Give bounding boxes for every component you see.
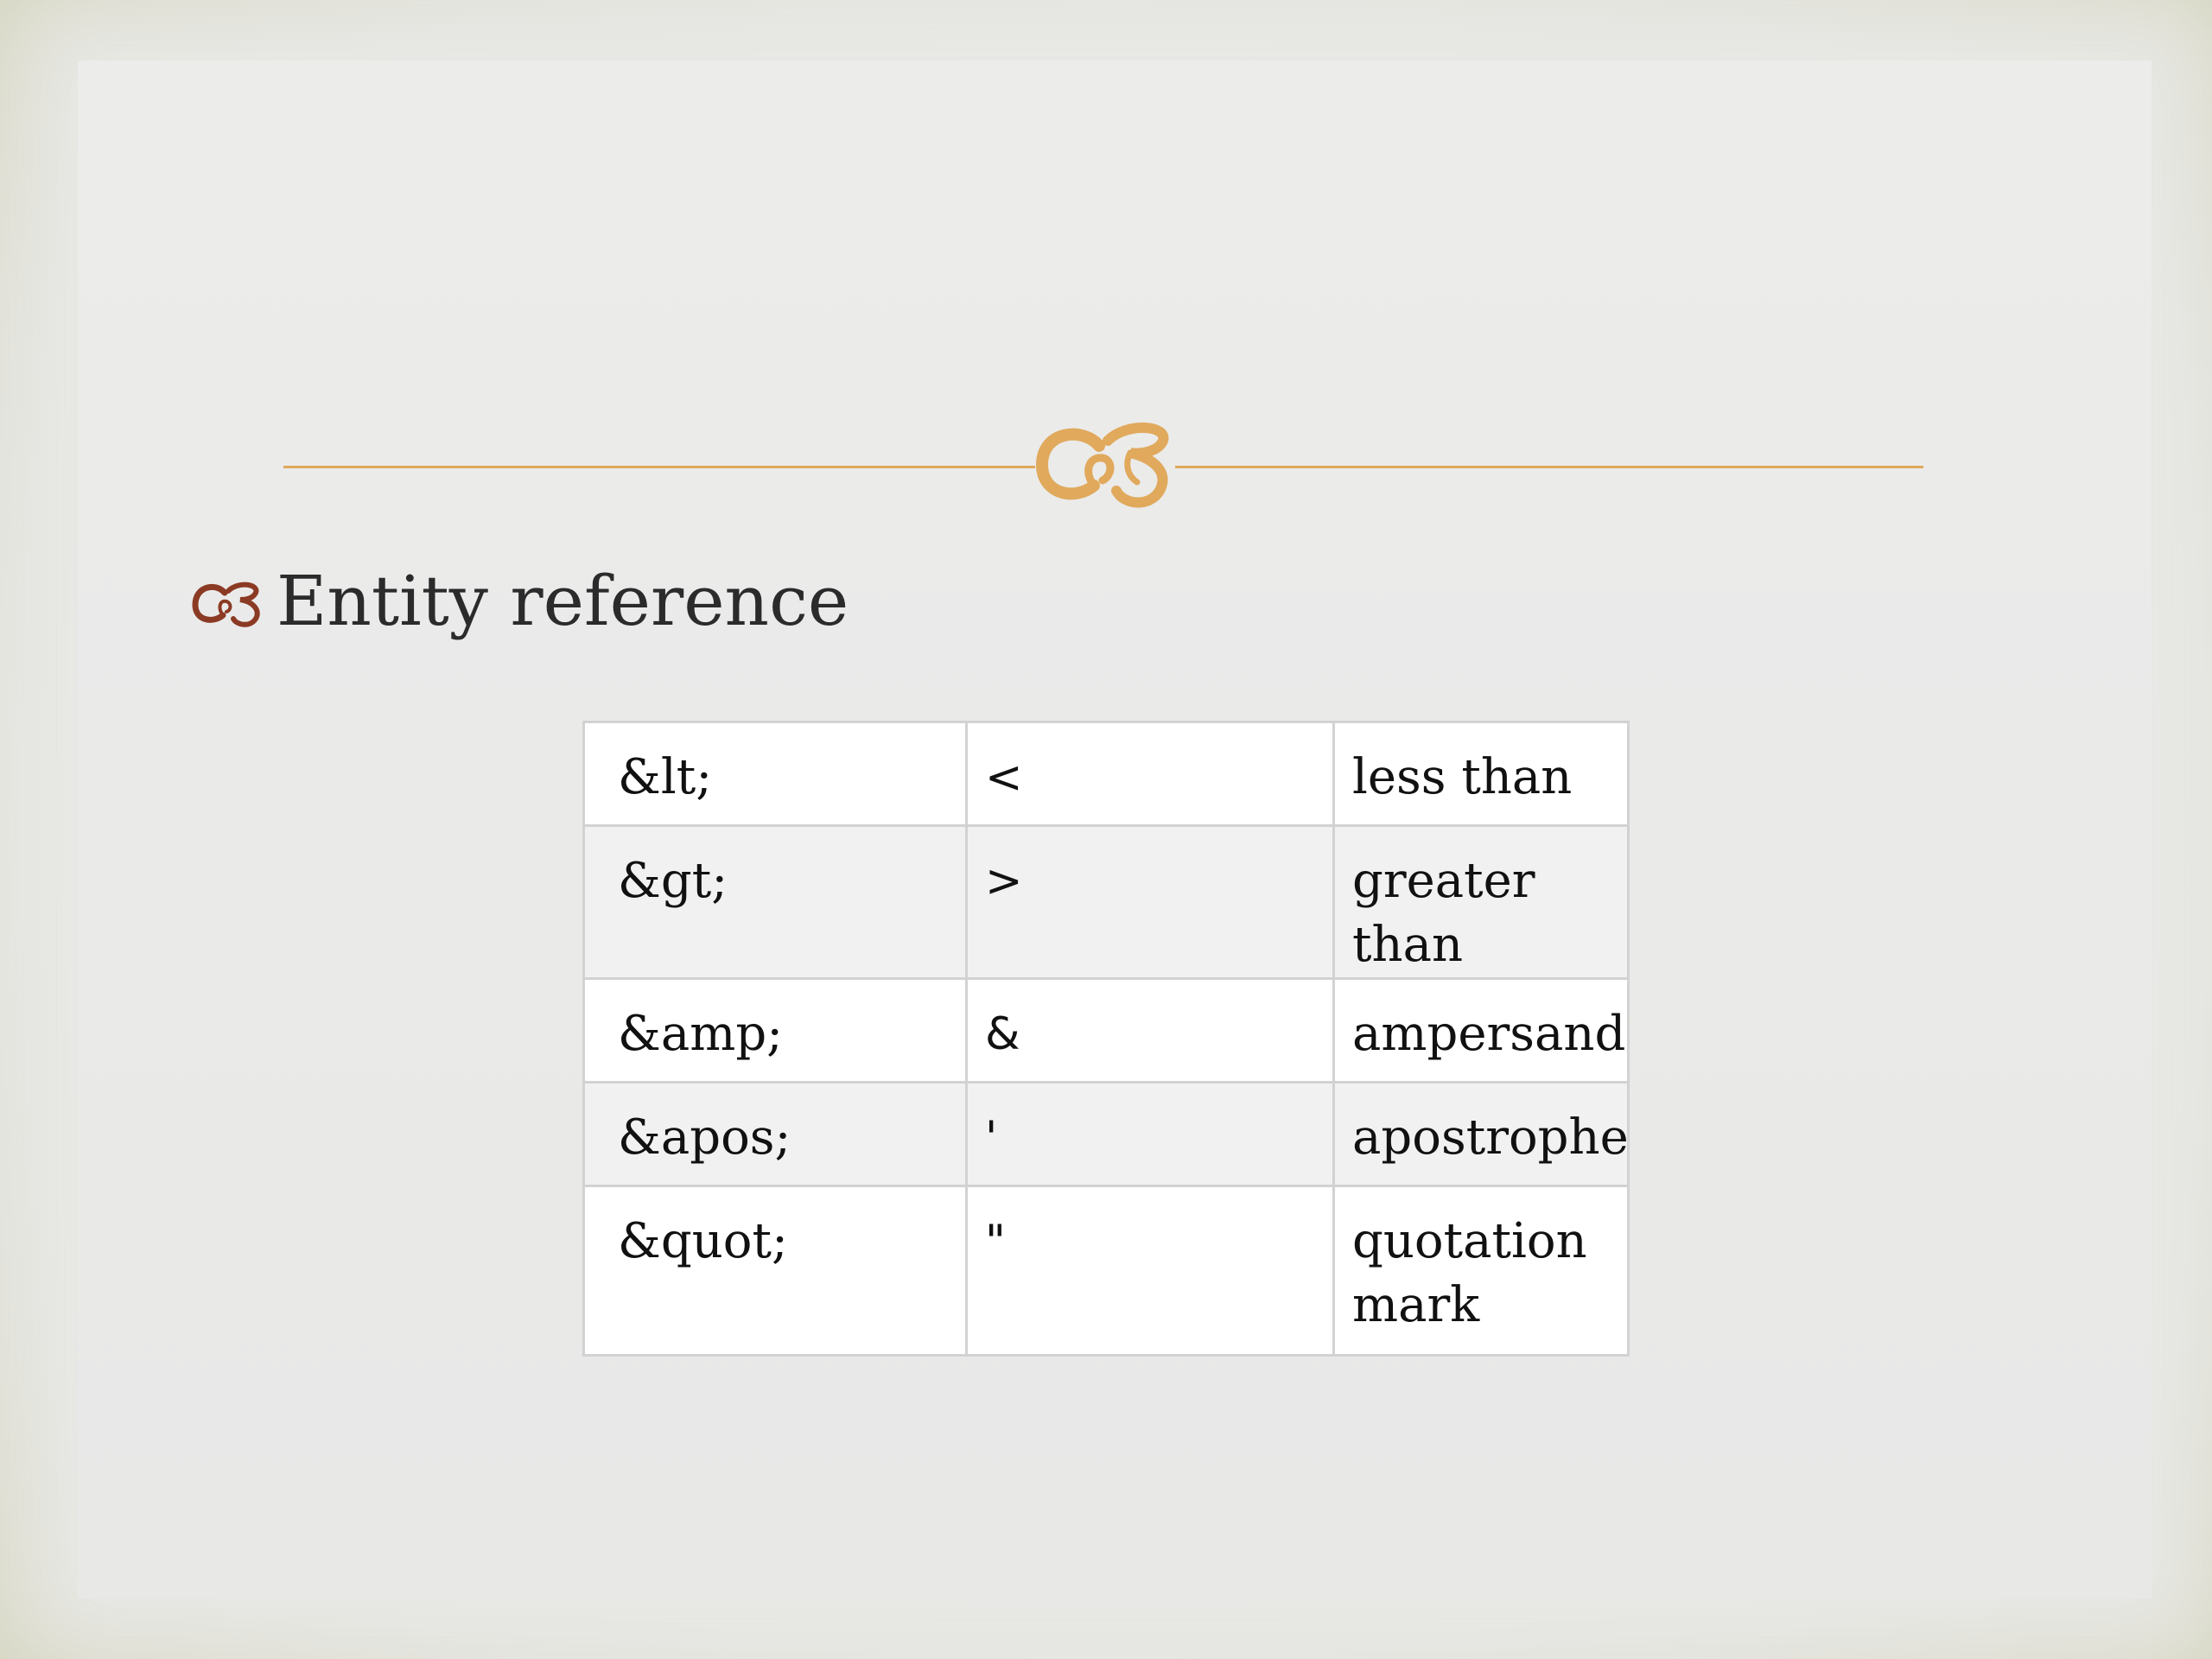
entity-meaning-cell: quotation mark — [1334, 1186, 1629, 1356]
entity-meaning-cell: apostrophe — [1334, 1083, 1629, 1186]
table-row — [584, 826, 1629, 979]
bullet-item — [190, 553, 849, 648]
entity-name-cell: &quot; — [584, 1186, 967, 1356]
entity-name-cell: &lt; — [584, 722, 967, 826]
table-row — [584, 1083, 1629, 1186]
entity-meaning-cell: ampersand — [1334, 979, 1629, 1083]
table-row — [584, 1186, 1629, 1356]
table-row — [584, 722, 1629, 826]
divider-line-left — [283, 466, 1035, 468]
entity-name-cell: &apos; — [584, 1083, 967, 1186]
table-row — [584, 979, 1629, 1083]
divider-line-right — [1175, 466, 1923, 468]
entity-char-cell: ' — [967, 1083, 1334, 1186]
entity-meaning-cell: greater than — [1334, 826, 1629, 979]
entity-char-cell: " — [967, 1186, 1334, 1356]
entity-name-cell: &gt; — [584, 826, 967, 979]
entity-reference-table — [582, 721, 1630, 1357]
entity-char-cell: & — [967, 979, 1334, 1083]
entity-char-cell: > — [967, 826, 1334, 979]
fleuron-ornament-icon — [1023, 411, 1187, 515]
fleuron-bullet-icon — [190, 577, 264, 629]
entity-char-cell: < — [967, 722, 1334, 826]
entity-name-cell: &amp; — [584, 979, 967, 1083]
slide-title: Entity reference — [276, 560, 849, 641]
entity-meaning-cell: less than — [1334, 722, 1629, 826]
